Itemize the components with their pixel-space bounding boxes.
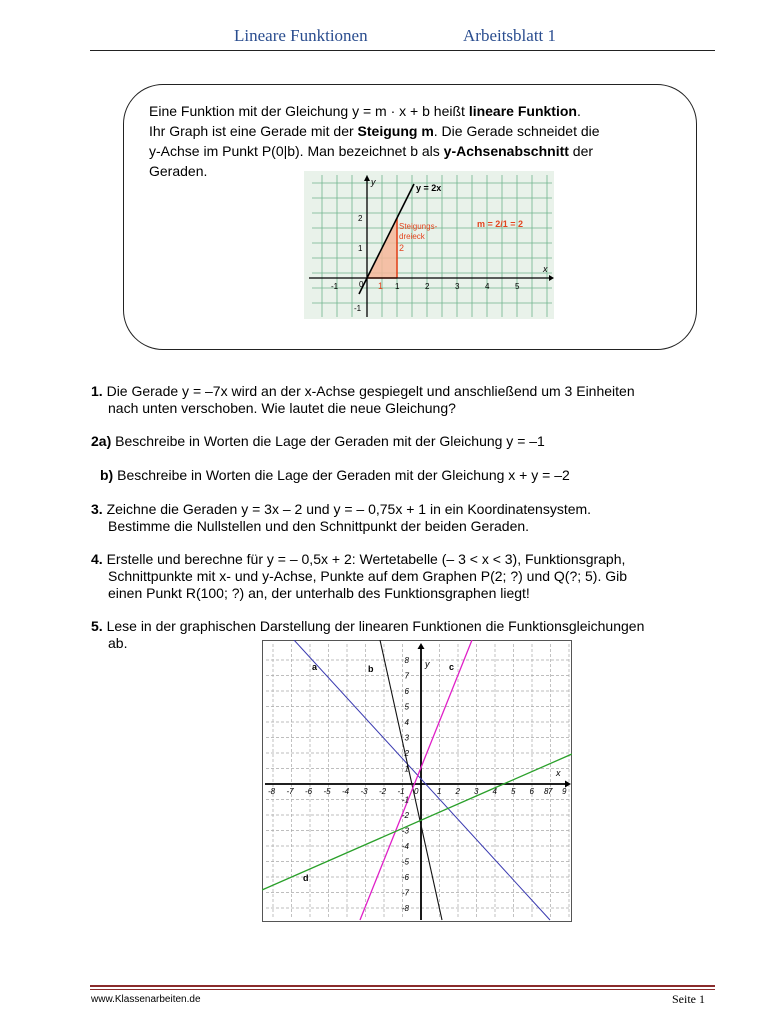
mini-origin: 0 — [359, 280, 364, 289]
slope-triangle-figure — [304, 171, 554, 319]
task-1 — [91, 383, 721, 417]
big-x-tick: 1 — [437, 787, 442, 796]
mini-x-tick: 4 — [485, 282, 490, 291]
task-2b-number: b) — [100, 467, 114, 483]
mini-x-tick: 5 — [515, 282, 520, 291]
def-line-1-end: . — [576, 103, 581, 119]
mini-y-label: y — [371, 177, 376, 187]
definition-box — [123, 84, 697, 350]
task-4-text: Erstelle und berechne für y = – 0,5x + 2: Wertetabelle (– 3 < x < 3), Funktionsgraph, — [102, 551, 626, 567]
big-y-label: y — [425, 659, 430, 669]
big-x-tick: 6 — [529, 787, 534, 796]
task-1-text: Die Gerade y = –7x wird an der x-Achse gespiegelt und anschließend um 3 Einheiten — [102, 383, 635, 399]
task-3-text-2: Bestimme die Nullstellen und den Schnittpunkt der beiden Geraden. — [108, 518, 530, 534]
big-x-label: x — [556, 768, 561, 778]
mini-x-tick: -1 — [331, 282, 339, 291]
task-4-number: 4. — [91, 551, 103, 567]
task-4-text-3: einen Punkt R(100; ?) an, der unterhalb des Funktionsgraphen liegt! — [108, 585, 530, 601]
mini-x-label: x — [543, 264, 548, 274]
rise-label: 2 — [399, 243, 405, 253]
big-y-tick: 5 — [404, 702, 409, 712]
triangle-label-1: Steigungs- — [399, 222, 438, 231]
big-y-tick: 4 — [404, 718, 409, 727]
label-line-d: d — [303, 873, 309, 883]
task-1-number: 1. — [91, 383, 103, 399]
task-5-text-2: ab. — [108, 635, 128, 651]
big-y-tick: -6 — [401, 873, 409, 882]
mini-graph-background — [304, 171, 554, 319]
header-sheet-label: Arbeitsblatt 1 — [463, 26, 557, 45]
big-y-tick: -2 — [401, 811, 409, 820]
def-line-2-end: . Die Gerade schneidet die — [433, 123, 600, 139]
task-2a-number: 2a) — [91, 433, 112, 449]
def-term-linear-function: lineare Funktion — [468, 103, 577, 119]
big-x-tick: 3 — [474, 787, 479, 796]
big-y-tick: -3 — [401, 826, 409, 836]
big-y-tick: 8 — [404, 656, 409, 665]
big-x-tick: -5 — [323, 787, 331, 796]
def-line-4: Geraden. — [149, 163, 208, 179]
big-x-tick: 9 — [562, 787, 567, 796]
task-3-text: Zeichne die Geraden y = 3x – 2 und y = – 0,75x + 1 in ein Koordinatensystem. — [102, 501, 592, 517]
mini-x-tick: 2 — [425, 282, 430, 291]
slope-formula: m = 2/1 = 2 — [477, 219, 524, 229]
label-line-c: c — [449, 662, 455, 672]
line-label: y = 2x — [416, 183, 442, 193]
big-y-tick: 3 — [404, 733, 409, 743]
label-line-b: b — [368, 664, 374, 674]
big-y-tick: 2 — [404, 749, 409, 758]
big-graph-frame — [263, 641, 572, 922]
task-5-number: 5. — [91, 618, 103, 634]
big-x-tick: 4 — [492, 787, 497, 796]
header-title: Lineare Funktionen — [234, 26, 368, 45]
big-x-tick: -6 — [305, 787, 313, 796]
footer-divider-thin — [90, 989, 715, 990]
header-divider — [90, 50, 715, 51]
big-x-tick: -4 — [342, 787, 350, 796]
task-3 — [91, 501, 721, 535]
big-y-tick: 6 — [404, 687, 409, 696]
task-2a — [91, 433, 721, 450]
run-label: 1 — [378, 281, 384, 291]
def-line-3: y-Achse im Punkt P(0|b). Man bezeichnet b als — [149, 143, 444, 159]
big-x-tick: 8 — [544, 787, 549, 796]
mini-x-tick: 3 — [455, 282, 460, 291]
def-term-slope: Steigung m — [357, 123, 434, 139]
footer-page-number: Seite 1 — [672, 992, 705, 1006]
task-4-text-2: Schnittpunkte mit x- und y-Achse, Punkte auf dem Graphen P(2; ?) und Q(?; 5). Gib — [108, 568, 628, 584]
mini-x-tick: 1 — [395, 282, 400, 291]
task-3-number: 3. — [91, 501, 103, 517]
big-y-tick: -5 — [401, 857, 409, 867]
task-5-text: Lese in der graphischen Darstellung der linearen Funktionen die Funktionsgleichungen — [102, 618, 645, 634]
big-y-tick: -7 — [401, 888, 409, 898]
big-x-tick: -3 — [360, 787, 368, 796]
big-x-tick: 7 — [548, 787, 553, 796]
triangle-label-2: dreieck — [399, 232, 425, 241]
big-x-tick: 2 — [455, 787, 460, 796]
big-x-tick: -1 — [397, 787, 405, 796]
def-term-intercept: y-Achsenabschnitt — [443, 143, 569, 159]
task-2b — [100, 467, 730, 484]
task-2b-text: Beschreibe in Worten die Lage der Geraden mit der Gleichung x + y = –2 — [113, 467, 570, 483]
definition-text — [149, 101, 669, 181]
page-header — [0, 24, 768, 50]
task-4 — [91, 551, 721, 602]
footer-divider — [90, 985, 715, 987]
big-y-tick: -8 — [401, 904, 409, 913]
big-x-tick: -7 — [286, 787, 294, 796]
def-line-3-end: der — [568, 143, 594, 159]
big-x-tick: 5 — [511, 787, 516, 796]
function-graphs-figure — [262, 640, 572, 922]
big-x-tick: 0 — [414, 787, 419, 796]
mini-y-tick: 1 — [358, 244, 363, 253]
big-y-tick: 7 — [404, 671, 409, 681]
big-y-tick: -4 — [401, 842, 409, 851]
def-line-2: Ihr Graph ist eine Gerade mit der — [149, 123, 358, 139]
big-x-tick: -2 — [379, 787, 387, 796]
def-line-1: Eine Funktion mit der Gleichung y = m · x + b heißt — [149, 103, 469, 119]
label-line-a: a — [312, 662, 318, 672]
task-2a-text: Beschreibe in Worten die Lage der Geraden mit der Gleichung y = –1 — [111, 433, 545, 449]
mini-y-tick: 2 — [358, 214, 363, 223]
big-y-tick: -1 — [401, 795, 409, 805]
footer-website: www.Klassenarbeiten.de — [91, 994, 201, 1005]
task-1-text-2: nach unten verschoben. Wie lautet die neue Gleichung? — [108, 400, 456, 416]
big-x-tick: -8 — [268, 787, 276, 796]
big-y-tick: 1 — [404, 764, 409, 774]
mini-y-tick: -1 — [354, 304, 362, 313]
